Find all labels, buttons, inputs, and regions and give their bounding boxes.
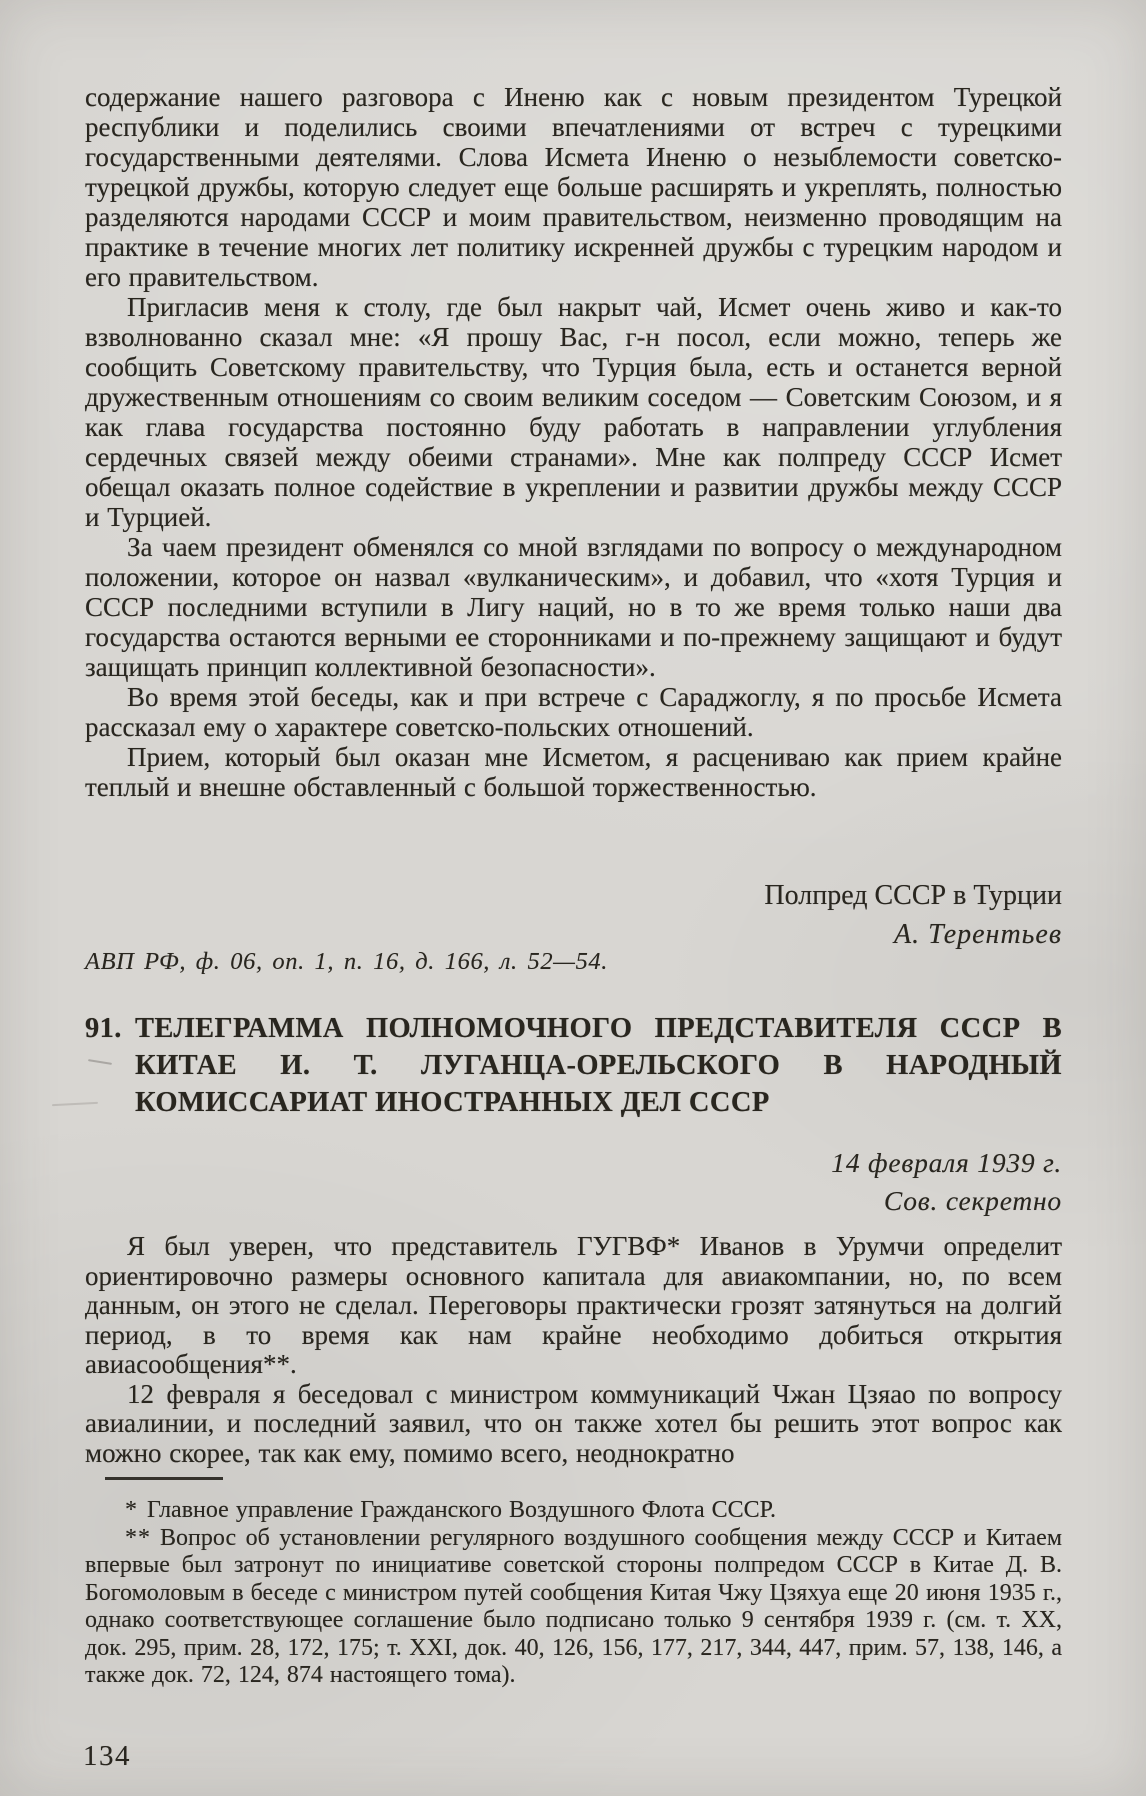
document-90-body [85,82,1062,802]
footnote-separator [105,1477,223,1480]
document-title: ТЕЛЕГРАММА ПОЛНОМОЧНОГО ПРЕДСТАВИТЕЛЯ СССР В КИТАЕ И. Т. ЛУГАНЦА-ОРЕЛЬСКОГО В НАРОДНЫЙ КОМИССАРИАТ ИНОСТРАННЫХ ДЕЛ СССР [135,1013,1062,1118]
date-classification-block [85,1144,1062,1220]
signature-name: А. Терентьев [894,919,1062,950]
document-91-body [85,1232,1062,1468]
archive-reference: АВП РФ, ф. 06, оп. 1, п. 16, д. 166, л. 52—54. [85,948,608,975]
signature-position: Полпред СССР в Турции [764,880,1062,911]
document-number: 91. [85,1013,122,1044]
document-91-heading [85,1010,1062,1121]
footnote-marker: ** [125,1524,151,1551]
paragraph: Прием, который был оказан мне Исметом, я расцениваю как прием крайне теплый и внешне обставленный с большой торжественностью. [85,742,1062,802]
footnote-text: Главное управление Гражданского Воздушного Флота СССР. [147,1497,777,1523]
signature-block [85,876,1062,954]
continuation-paragraph: содержание нашего разговора с Иненю как с новым президентом Турецкой республики и поделились своими впечатлениями от встреч с турецкими государственными деятелями. Слова Исмета Иненю о незыблемости советско-турецкой дружбы, которую следует еще больше расширять и укреплять, полностью разделяются народами СССР и моим правительством, неизменно проводящим на практике в течение многих лет политику искренней дружбы с турецким народом и его правительством. [85,82,1062,292]
paragraph: Пригласив меня к столу, где был накрыт чай, Исмет очень живо и как-то взволнованно сказал мне: «Я прошу Вас, г-н посол, если можно, теперь же сообщить Советскому правительству, что Турция была, есть и останется верной дружественным отношениям со своим великим соседом — Советским Союзом, и я как глава государства постоянно буду работать в направлении углубления сердечных связей между обеими странами». Мне как полпреду СССР Исмет обещал оказать полное содействие в укреплении и развитии дружбы между СССР и Турцией. [85,292,1062,532]
classification-label: Сов. секретно [883,1185,1062,1216]
footnote-marker: * [125,1497,138,1523]
page-number: 134 [83,1740,131,1772]
footnote [85,1497,1062,1525]
text-block [85,0,1062,1796]
footnotes-block [85,1497,1062,1690]
footnote-text: Вопрос об установлении регулярного воздушного сообщения между СССР и Китаем впервые был затронут по инициативе советской стороны полпредом СССР в Китае Д. В. Богомоловым в беседе с министром путей сообщения Китая Чжу Цзяхуа еще 20 июня 1935 г., однако соответствующее соглашение было подписано только 9 сентября 1939 г. (см. т. XX, док. 295, прим. 28, 172, 175; т. XXI, док. 40, 126, 156, 177, 217, 344, 447, прим. 57, 138, 146, а также док. 72, 124, 874 настоящего тома). [85,1524,1062,1688]
paragraph: 12 февраля я беседовал с министром коммуникаций Чжан Цзяао по вопросу авиалинии, и последний заявил, что он также хотел бы решить этот вопрос как можно скорее, так как ему, помимо всего, неоднократно [85,1378,1062,1468]
paragraph: Во время этой беседы, как и при встрече с Сараджоглу, я по просьбе Исмета рассказал ему о характере советско-польских отношений. [85,682,1062,742]
footnote [85,1525,1062,1690]
paragraph: Я был уверен, что представитель ГУГВФ* Иванов в Урумчи определит ориентировочно размеры основного капитала для авиакомпании, но, по всем данным, он этого не сделал. Переговоры практически грозят затянуться на долгий период, в то время как нам крайне необходимо добиться открытия авиасообщения**. [85,1231,1062,1379]
paragraph: За чаем президент обменялся со мной взглядами по вопросу о международном положении, которое он назвал «вулканическим», и добавил, что «хотя Турция и СССР последними вступили в Лигу наций, но в то же время только наши два государства остаются верными ее сторонниками и по-прежнему защищают и будут защищать принцип коллективной безопасности». [85,532,1062,682]
document-date: 14 февраля 1939 г. [831,1147,1062,1178]
